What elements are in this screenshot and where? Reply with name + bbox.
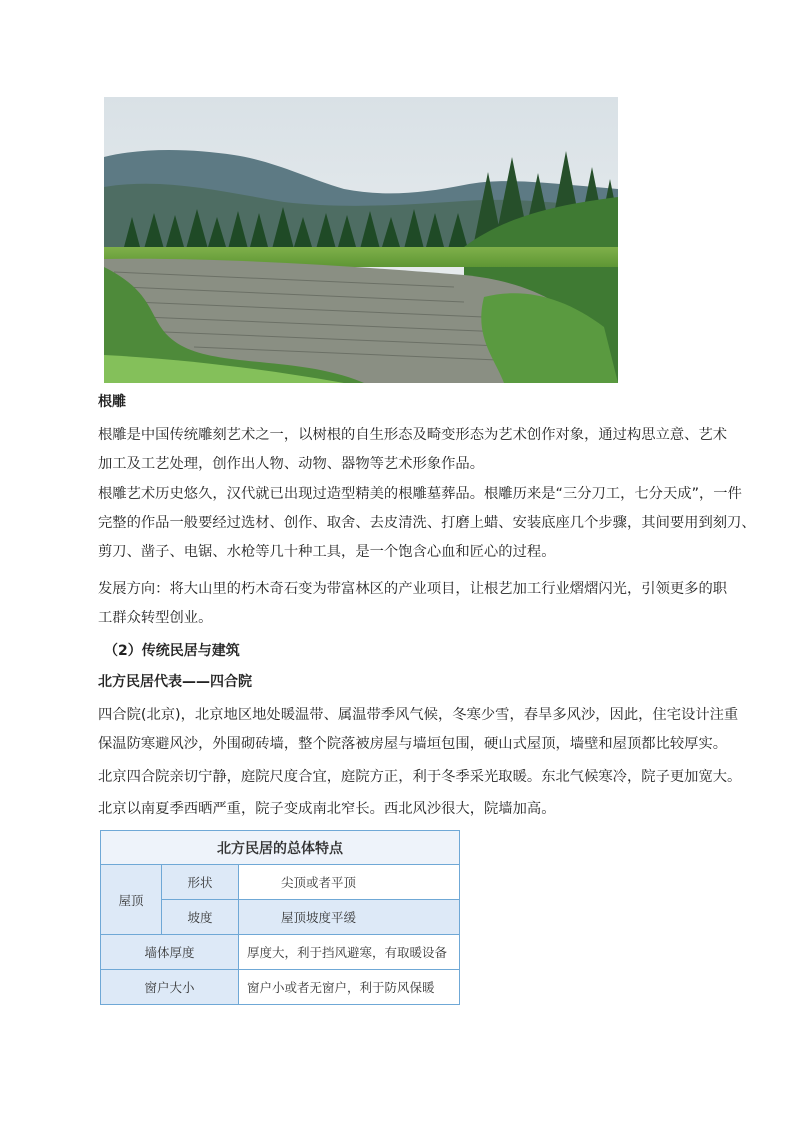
text-line: 工群众转型创业。 xyxy=(98,610,213,626)
text-line: 北京四合院亲切宁静，庭院尺度合宜，庭院方正，利于冬季采光取暖。东北气候寒冷，院子更加宽大。 xyxy=(98,769,742,785)
paragraph-siheyuan-yard xyxy=(98,763,742,792)
text-line: 根雕是中国传统雕刻艺术之一，以树根的自生形态及畸变形态为艺术创作对象，通过构思立意、艺术 xyxy=(98,427,728,443)
text-line: 完整的作品一般要经过选材、创作、取舍、去皮清洗、打磨上蜡、安装底座几个步骤，其间要用到刻刀、 xyxy=(98,515,756,531)
text-line: 根雕艺术历史悠久，汉代就已出现过造型精美的根雕墓葬品。根雕历来是“三分刀工，七分天成”，一件 xyxy=(98,486,742,502)
slope-value: 屋顶坡度平缓 xyxy=(239,900,460,935)
section-title: 根雕 xyxy=(98,394,126,410)
text-line: 发展方向：将大山里的朽木奇石变为带富林区的产业项目，让根艺加工行业熠熠闪光，引领更多的职 xyxy=(98,581,728,597)
slope-label: 坡度 xyxy=(162,900,239,935)
text-line: 加工及工艺处理，创作出人物、动物、器物等艺术形象作品。 xyxy=(98,456,485,472)
paragraph-root-carving-history xyxy=(98,480,756,567)
paragraph-siheyuan xyxy=(98,701,739,759)
subsection-title: （2）传统民居与建筑 xyxy=(104,643,240,659)
landscape-illustration xyxy=(104,97,618,383)
table-title: 北方民居的总体特点 xyxy=(101,831,460,865)
text-line: 北京以南夏季西晒严重，院子变成南北窄长。西北风沙很大，院墙加高。 xyxy=(98,801,556,817)
features-table xyxy=(100,830,460,1005)
roof-label: 屋顶 xyxy=(101,865,162,935)
landscape-photo xyxy=(104,97,618,383)
window-label: 窗户大小 xyxy=(101,970,239,1005)
paragraph-root-carving-intro xyxy=(98,421,726,479)
wall-value: 厚度大，利于挡风避寒，有取暖设备 xyxy=(239,935,460,970)
text-line: 四合院(北京)，北京地区地处暖温带、属温带季风气候，冬寒少雪，春旱多风沙，因此，住宅设计注重 xyxy=(98,707,739,723)
text-line: 保温防寒避风沙，外围砌砖墙，整个院落被房屋与墙垣包围，硬山式屋顶，墙壁和屋顶都比较厚实。 xyxy=(98,736,728,752)
paragraph-development-direction xyxy=(98,575,726,633)
window-value: 窗户小或者无窗户，利于防风保暖 xyxy=(239,970,460,1005)
text-line: 剪刀、凿子、电锯、水枪等几十种工具，是一个饱含心血和匠心的过程。 xyxy=(98,544,556,560)
shape-label: 形状 xyxy=(162,865,239,900)
paragraph-south-north xyxy=(98,795,726,824)
wall-label: 墙体厚度 xyxy=(101,935,239,970)
shape-value: 尖顶或者平顶 xyxy=(239,865,460,900)
north-house-title: 北方民居代表——四合院 xyxy=(98,674,252,690)
